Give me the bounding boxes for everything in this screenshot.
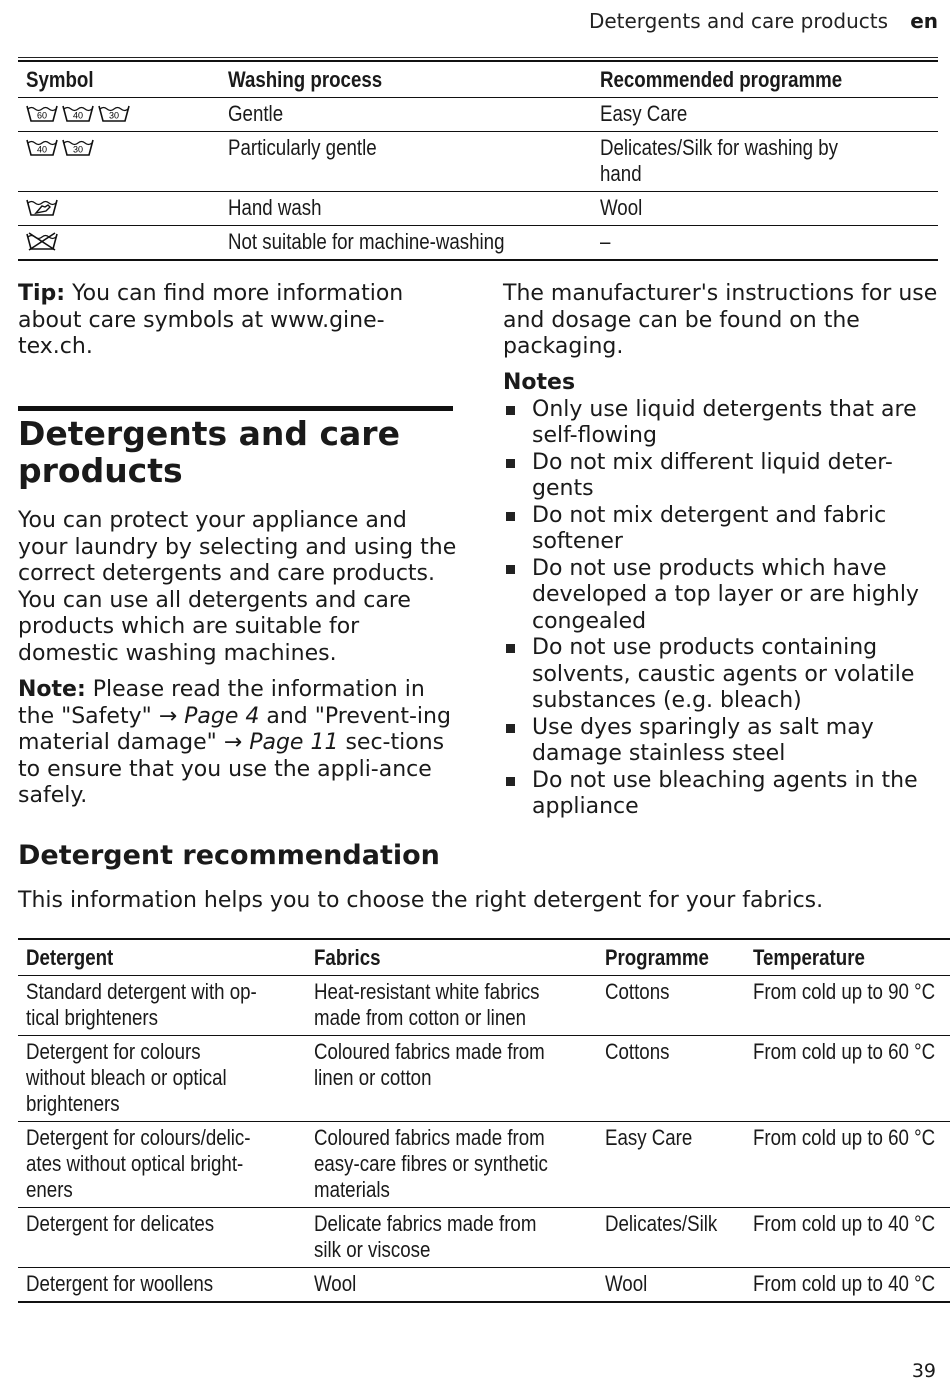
notes-title: Notes [503, 370, 576, 395]
detergent-cell: Detergent for delicates [26, 1211, 215, 1236]
detergent-cell: Detergent for colours/delic- ates without optical bright- eners [26, 1125, 251, 1202]
programme-cell: Wool [599, 195, 643, 220]
subsection-title: Detergent recommendation [18, 840, 440, 871]
care-table-header [18, 61, 938, 98]
symbol-cell [18, 98, 220, 132]
washing-process-cell: Not suitable for machine-washing [227, 229, 505, 254]
note-text: sec-tions to ensure that you use the appli-ance safely. [18, 730, 445, 808]
svg-text:40: 40 [72, 110, 84, 121]
tip-paragraph [18, 281, 458, 361]
temperature-cell: From cold up to 40 °C [752, 1211, 935, 1236]
programme-cell: Wool [604, 1271, 647, 1296]
washing-process-cell: Hand wash [227, 195, 322, 220]
detergent-table-body [18, 976, 950, 1303]
col-header-programme: Programme [604, 945, 709, 970]
wash-temperature-icon [98, 103, 130, 121]
symbol-group [26, 197, 58, 215]
temperature-cell: From cold up to 90 °C [752, 979, 935, 1004]
detergent-cell: Detergent for woollens [26, 1271, 214, 1296]
table-row [18, 192, 938, 226]
table-row [18, 98, 938, 132]
col-header-fabrics: Fabrics [313, 945, 381, 970]
page-number: 39 [911, 1360, 936, 1382]
list-item: Do not use bleaching agents in the appliance [503, 768, 943, 821]
programme-cell: Delicates/Silk for washing by hand [599, 135, 838, 186]
programme-cell: Delicates/Silk [604, 1211, 717, 1236]
care-symbol-table [18, 60, 938, 261]
fabrics-cell: Delicate fabrics made from silk or viscose [313, 1211, 536, 1262]
programme-cell: Cottons [604, 1039, 670, 1064]
fabrics-cell: Heat-resistant white fabrics made from cotton or linen [313, 979, 540, 1030]
svg-text:60: 60 [36, 110, 48, 121]
table-row [18, 1208, 950, 1268]
table-row [18, 1036, 950, 1122]
programme-cell: Easy Care [599, 101, 688, 126]
list-item: Use dyes sparingly as salt may damage stainless steel [503, 715, 943, 768]
washing-process-cell: Particularly gentle [227, 135, 377, 160]
running-header-title: Detergents and care products [588, 9, 888, 33]
notes-list [503, 397, 943, 821]
note-label: Note: [18, 677, 86, 702]
detergent-cell: Detergent for colours without bleach or optical brighteners [26, 1039, 227, 1116]
wash-temperature-icon [26, 137, 58, 155]
fabrics-cell: Wool [313, 1271, 356, 1296]
list-item: Do not mix different liquid deter-gents [503, 450, 943, 503]
symbol-group [26, 103, 130, 121]
detergent-recommendation-table [18, 938, 950, 1303]
symbol-cell [18, 192, 220, 226]
page-reference-link[interactable]: Page 11 [249, 730, 339, 755]
temperature-cell: From cold up to 60 °C [752, 1039, 935, 1064]
tip-label: Tip: [18, 281, 66, 306]
table-row [18, 976, 950, 1036]
programme-cell: Cottons [604, 979, 670, 1004]
svg-text:30: 30 [72, 144, 84, 155]
symbol-cell [18, 132, 220, 192]
wash-temperature-icon [62, 103, 94, 121]
col-header-temperature: Temperature [752, 945, 865, 970]
table-row [18, 1268, 950, 1303]
programme-cell: – [599, 229, 611, 254]
hand-wash-icon [26, 197, 58, 215]
symbol-group [26, 137, 94, 155]
fabrics-cell: Coloured fabrics made from linen or cotton [313, 1039, 545, 1090]
detergent-table-header [18, 939, 950, 976]
section-title: Detergents and care products [18, 414, 400, 490]
wash-temperature-icon [62, 137, 94, 155]
symbol-cell [18, 226, 220, 261]
list-item: Do not mix detergent and fabric softener [503, 503, 943, 556]
language-code: en [910, 9, 938, 33]
manufacturer-instructions: The manufacturer's instructions for use and dosage can be found on the packaging. [503, 281, 938, 359]
symbol-group [26, 231, 58, 249]
section-body: You can protect your appliance and your laundry by selecting and using the correct detergents and care products. You can use all detergents and care products which are suitable for domestic washing machines. [18, 508, 457, 666]
temperature-cell: From cold up to 40 °C [752, 1271, 935, 1296]
note-text: and "Prevent-ing material damage" → [18, 703, 451, 755]
notes-block [503, 370, 943, 821]
washing-process-cell: Gentle [227, 101, 283, 126]
table-row [18, 1122, 950, 1208]
programme-cell: Easy Care [604, 1125, 692, 1150]
list-item: Do not use products which have developed a top layer or are highly congealed [503, 556, 943, 636]
fabrics-cell: Coloured fabrics made from easy-care fibres or synthetic materials [313, 1125, 548, 1202]
do-not-wash-icon [26, 231, 58, 249]
list-item: Only use liquid detergents that are self-flowing [503, 397, 943, 450]
col-header-recommended-programme: Recommended programme [599, 67, 843, 92]
note-paragraph [18, 677, 458, 810]
section-rule [18, 406, 453, 411]
header-rule [18, 57, 938, 58]
list-item: Do not use products containing solvents, caustic agents or volatile substances (e.g. bleach) [503, 635, 943, 715]
detergent-cell: Standard detergent with op- tical brighteners [26, 979, 257, 1030]
note-text: Please read the information in the "Safety" → [18, 677, 425, 729]
wash-temperature-icon [26, 103, 58, 121]
tip-text: You can find more information about care symbols at www.gine-tex.ch. [18, 281, 404, 359]
svg-text:30: 30 [108, 110, 120, 121]
recommendation-intro: This information helps you to choose the right detergent for your fabrics. [18, 888, 824, 913]
page-reference-link[interactable]: Page 4 [184, 703, 260, 729]
temperature-cell: From cold up to 60 °C [752, 1125, 935, 1150]
col-header-washing-process: Washing process [227, 67, 382, 92]
col-header-detergent: Detergent [26, 945, 114, 970]
svg-text:40: 40 [36, 144, 48, 155]
table-row [18, 132, 938, 192]
col-header-symbol: Symbol [26, 67, 94, 92]
table-row [18, 226, 938, 261]
